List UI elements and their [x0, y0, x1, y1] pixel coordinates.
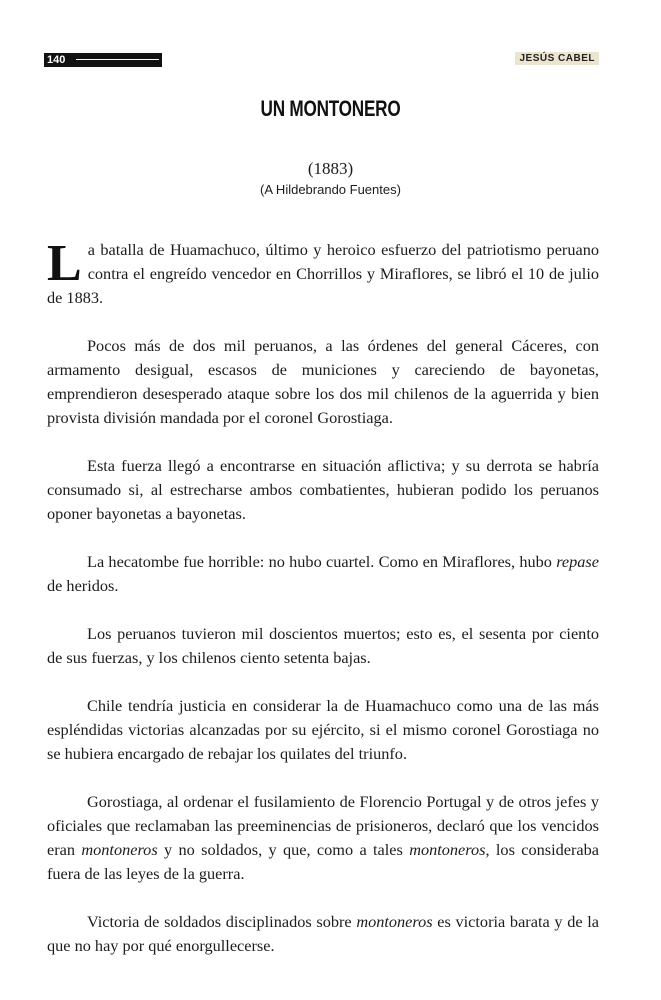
paragraph	[47, 454, 599, 526]
italic-term: montoneros	[409, 840, 486, 859]
drop-cap: L	[47, 235, 82, 292]
chapter-title: UN MONTONERO	[260, 96, 401, 121]
paragraph-text: Pocos más de dos mil peruanos, a las órdenes del general Cáceres, con armamento desigual, escasos de municiones y careciendo de bayonetas, emprendieron desesperado ataque sobre los dos mil chilenos de la aguerrida y bien provista división mandada por el coronel Gorostiaga.	[47, 336, 599, 427]
paragraph-text: Gorostiaga, al ordenar el fusilamiento de Florencio Portugal y de otros jefes y oficiales que reclamaban las preeminencias de prisioneros, declaró que los vencidos eran	[47, 792, 599, 859]
paragraph	[47, 622, 599, 670]
page-number-bar	[44, 53, 162, 67]
paragraph-text: de heridos.	[47, 576, 119, 595]
chapter-year: (1883)	[307, 159, 354, 178]
paragraph	[47, 790, 599, 886]
paragraph	[47, 694, 599, 766]
paragraph-text: es victoria barata y de la que no hay por qué enorgullecerse.	[47, 912, 599, 955]
paragraph-text: Chile tendría justicia en considerar la de Huamachuco como una de las más espléndidas victorias alcanzadas por su ejército, si el mismo coronel Gorostiaga no se hubiera encargado de rebajar los quilates del triunfo.	[47, 696, 599, 763]
paragraph-text: Los peruanos tuvieron mil doscientos muertos; esto es, el sesenta por ciento de sus fuerzas, y los chilenos ciento setenta bajas.	[47, 624, 599, 667]
body-text	[47, 235, 599, 982]
paragraph	[47, 235, 599, 310]
chapter-dedication: (A Hildebrando Fuentes)	[260, 182, 401, 197]
paragraph-text: a batalla de Huamachuco, último y heroico esfuerzo del patriotismo peruano contra el engreído vencedor en Chorrillos y Miraflores, se libró el 10 de julio de 1883.	[47, 240, 599, 307]
header-rule	[76, 59, 159, 60]
paragraph-text: Victoria de soldados disciplinados sobre	[87, 912, 357, 931]
paragraph	[47, 334, 599, 430]
paragraph-text: La hecatombe fue horrible: no hubo cuartel. Como en Miraflores, hubo	[87, 552, 557, 571]
italic-term: repase	[556, 552, 599, 571]
italic-term: montoneros	[356, 912, 433, 931]
paragraph	[47, 910, 599, 958]
paragraph-text: y no soldados, y que, como a tales	[157, 840, 410, 859]
paragraph-text: Esta fuerza llegó a encontrarse en situación aflictiva; y su derrota se habría consumado si, al estrecharse ambos combatientes, hubieran podido los peruanos oponer bayonetas a bayonetas.	[47, 456, 599, 523]
paragraph-text: , los consideraba fuera de las leyes de la guerra.	[47, 840, 599, 883]
running-header-author: JESÚS CABEL	[515, 52, 599, 65]
page-number: 140	[47, 54, 66, 66]
italic-term: montoneros	[81, 840, 158, 859]
paragraph	[47, 550, 599, 598]
